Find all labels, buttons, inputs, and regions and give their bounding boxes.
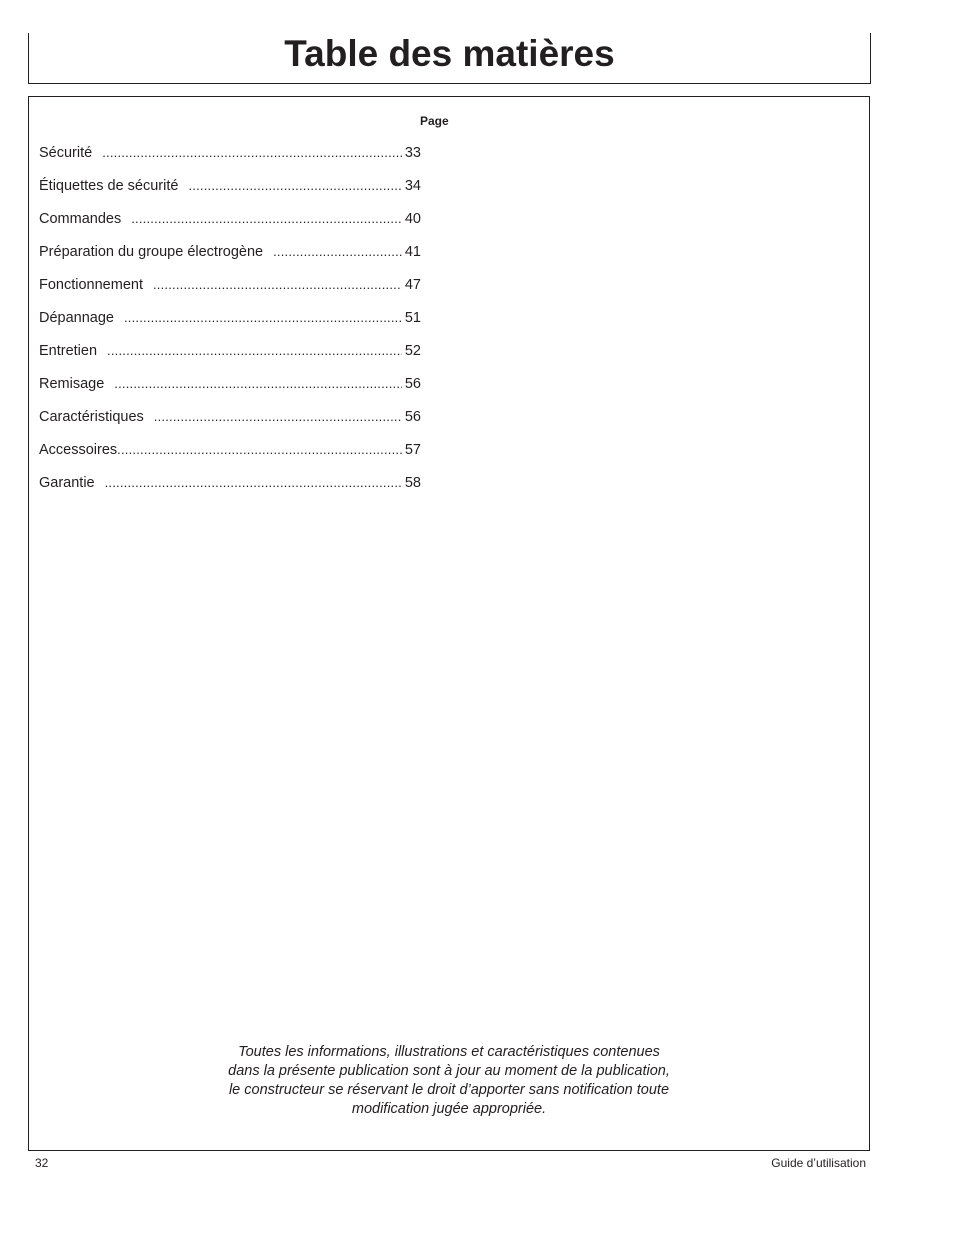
- toc-entry[interactable]: [39, 178, 421, 211]
- toc-leader-dots: [153, 277, 402, 292]
- page-title: Table des matières: [284, 33, 615, 74]
- toc-entry-label: Entretien: [39, 343, 98, 359]
- toc-entry-page: 40: [404, 211, 421, 227]
- toc-leader-dots: [107, 343, 402, 358]
- toc-entry-page: 56: [404, 376, 421, 392]
- toc-entry-label: Garantie: [39, 475, 95, 491]
- toc-entry[interactable]: [39, 475, 421, 508]
- toc-leader-dots: [188, 178, 401, 193]
- toc-entry-label: Étiquettes de sécurité: [39, 178, 179, 194]
- toc-entry[interactable]: [39, 376, 421, 409]
- toc-entry-label: Caractéristiques: [39, 409, 144, 425]
- toc-entry[interactable]: [39, 244, 421, 277]
- footer-page-number: 32: [35, 1156, 49, 1170]
- toc-entry[interactable]: [39, 211, 421, 244]
- toc-leader-dots: [117, 442, 402, 457]
- toc-entry-label: Accessoires: [39, 442, 118, 458]
- toc-entry-page: 41: [404, 244, 421, 260]
- toc-entry[interactable]: [39, 145, 421, 178]
- disclaimer-line: Toutes les informations, illustrations et caractéristiques contenues: [238, 1044, 660, 1060]
- toc-entry[interactable]: [39, 409, 421, 442]
- toc-entry[interactable]: [39, 277, 421, 310]
- toc-leader-dots: [124, 310, 402, 325]
- toc-entry-page: 33: [404, 145, 421, 161]
- toc-entry-label: Fonctionnement: [39, 277, 143, 293]
- toc-entry-page: 47: [404, 277, 421, 293]
- title-box: [28, 33, 871, 84]
- toc-entry-page: 57: [404, 442, 421, 458]
- toc-leader-dots: [105, 475, 402, 490]
- toc-list: [39, 145, 421, 508]
- toc-entry[interactable]: [39, 343, 421, 376]
- toc-entry-page: 56: [404, 409, 421, 425]
- toc-entry[interactable]: [39, 310, 421, 343]
- toc-entry-label: Dépannage: [39, 310, 114, 326]
- toc-entry-page: 51: [404, 310, 421, 326]
- toc-entry-label: Remisage: [39, 376, 105, 392]
- toc-entry-page: 58: [404, 475, 421, 491]
- toc-entry[interactable]: [39, 442, 421, 475]
- toc-entry-label: Sécurité: [39, 145, 93, 161]
- toc-leader-dots: [154, 409, 402, 424]
- toc-panel: [28, 96, 870, 1151]
- toc-leader-dots: [131, 211, 402, 226]
- toc-entry-page: 34: [404, 178, 421, 194]
- toc-entry-label: Commandes: [39, 211, 122, 227]
- footer-document-name: Guide d’utilisation: [771, 1156, 866, 1170]
- disclaimer-note: [29, 1043, 869, 1119]
- toc-entry-page: 52: [404, 343, 421, 359]
- disclaimer-line: le constructeur se réservant le droit d’apporter sans notification toute: [228, 1082, 670, 1098]
- toc-leader-dots: [273, 244, 402, 259]
- toc-page-column-header: Page: [420, 114, 449, 128]
- disclaimer-line: modification jugée appropriée.: [351, 1101, 547, 1117]
- toc-entry-label: Préparation du groupe électrogène: [39, 244, 264, 260]
- toc-leader-dots: [114, 376, 402, 391]
- disclaimer-line: dans la présente publication sont à jour au moment de la publication,: [228, 1063, 670, 1079]
- toc-leader-dots: [102, 145, 402, 160]
